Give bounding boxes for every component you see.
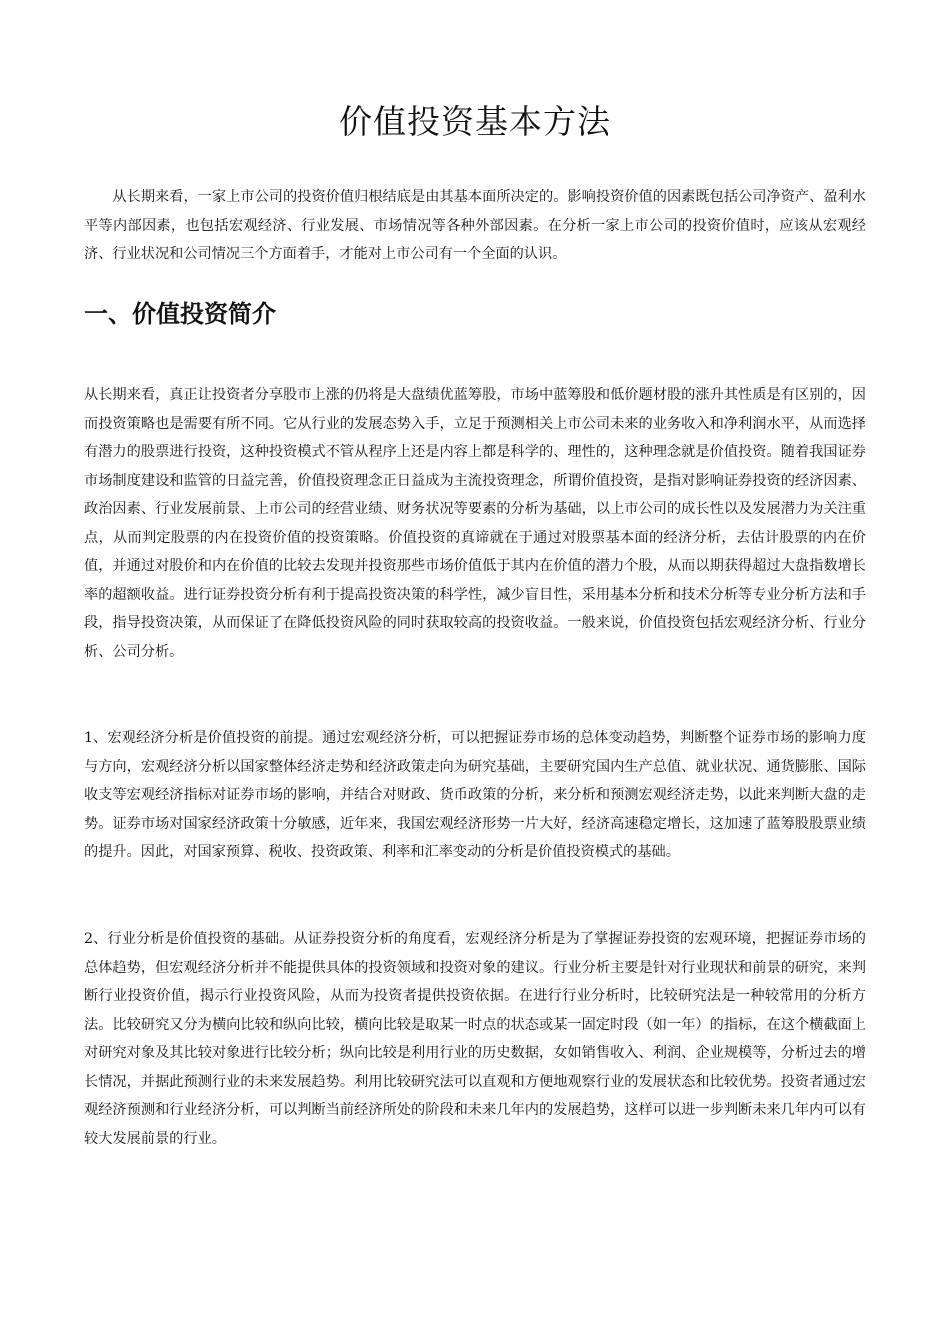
document-title: 价值投资基本方法 (339, 102, 611, 141)
section-heading: 一、价值投资简介 (84, 300, 276, 328)
body-paragraph-value-investing: 从长期来看，真正让投资者分享股市上涨的仍将是大盘绩优蓝筹股，市场中蓝筹股和低价题材股的涨升其性质是有区别的，因而投资策略也是需要有所不同。它从行业的发展态势入手，立足于预测相关上市公司未来的业务收入和净利润水平，从而选择有潜力的股票进行投资，这种投资模式不管从程序上还是内容上都是科学的、理性的，这种理念就是价值投资。随着我国证券市场制度建设和监管的日益完善，价值投资理念正日益成为主流投资理念，所谓价值投资，是指对影响证券投资的经济因素、政治因素、行业发展前景、上市公司的经营业绩、财务状况等要素的分析为基础，以上市公司的成长性以及发展潜力为关注重点，从而判定股票的内在投资价值的投资策略。价值投资的真谛就在于通过对股票基本面的经济分析，去估计股票的内在价值，并通过对股价和内在价值的比较去发现并投资那些市场价值低于其内在价值的潜力个股，从而以期获得超过大盘指数增长率的超额收益。进行证券投资分析有利于提高投资决策的科学性，减少盲目性，采用基本分析和技术分析等专业分析方法和手段，指导投资决策，从而保证了在降低投资风险的同时获取较高的投资收益。一般来说，价值投资包括宏观经济分析、行业分析、公司分析。 (84, 387, 866, 660)
intro-paragraph: 从长期来看，一家上市公司的投资价值归根结底是由其基本面所决定的。影响投资价值的因素既包括公司净资产、盈利水平等内部因素，也包括宏观经济、行业发展、市场情况等各种外部因素。在分析一家上市公司的投资价值时，应该从宏观经济、行业状况和公司情况三个方面着手，才能对上市公司有一个全面的认识。 (84, 189, 866, 262)
body-paragraph-industry-analysis: 2、行业分析是价值投资的基础。从证券投资分析的角度看，宏观经济分析是为了掌握证券投资的宏观环境，把握证券市场的总体趋势，但宏观经济分析并不能提供具体的投资领域和投资对象的建议。行业分析主要是针对行业现状和前景的研究，来判断行业投资价值，揭示行业投资风险，从而为投资者提供投资依据。在进行行业分析时，比较研究法是一种较常用的分析方法。比较研究又分为横向比较和纵向比较，横向比较是取某一时点的状态或某一固定时段（如一年）的指标，在这个横截面上对研究对象及其比较对象进行比较分析；纵向比较是利用行业的历史数据，女如销售收入、利润、企业规模等，分析过去的增长情况，并据此预测行业的未来发展趋势。利用比较研究法可以直观和方便地观察行业的发展状态和比较优势。投资者通过宏观经济预测和行业经济分析，可以判断当前经济所处的阶段和未来几年内的发展趋势，这样可以进一步判断未来几年内可以有较大发展前景的行业。 (84, 931, 866, 1147)
body-paragraph-macro-analysis: 1、宏观经济分析是价值投资的前提。通过宏观经济分析，可以把握证券市场的总体变动趋势，判断整个证券市场的影响力度与方向，宏观经济分析以国家整体经济走势和经济政策走向为研究基础，主要研究国内生产总值、就业状况、通货膨胀、国际收支等宏观经济指标对证券市场的影响，并结合对财政、货币政策的分析，来分析和预测宏观经济走势，以此来判断大盘的走势。证券市场对国家经济政策十分敏感，近年来，我国宏观经济形势一片大好，经济高速稳定增长，这加速了蓝筹股股票业绩的提升。因此，对国家预算、税收、投资政策、利率和汇率变动的分析是价值投资模式的基础。 (84, 730, 866, 860)
